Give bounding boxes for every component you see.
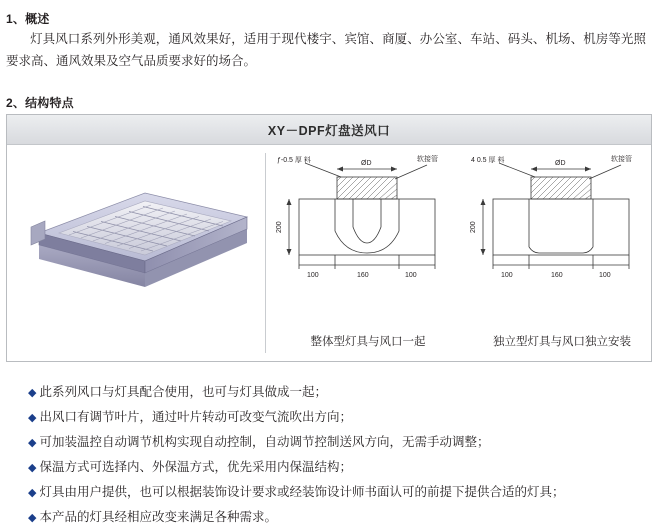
drawing-integrated-width-dim: ØD <box>361 160 372 167</box>
drawing-independent-duct-label: 软接管 <box>611 156 632 163</box>
drawing-integrated-dim-1: 100 <box>307 272 319 279</box>
figure-body <box>7 145 651 361</box>
drawing-integrated-duct-label: 软接管 <box>417 156 438 163</box>
list-item <box>28 380 648 405</box>
list-item <box>28 405 648 430</box>
bullet-icon: ◆ <box>28 487 37 499</box>
drawing-integrated-dim-2: 160 <box>357 272 369 279</box>
bullet-icon: ◆ <box>28 512 37 524</box>
list-item-text: 此系列风口与灯具配合使用，也可与灯具做成一起； <box>39 385 327 399</box>
list-item-text: 保温方式可选择内、外保温方式，优先采用内保温结构； <box>39 460 352 474</box>
product-illustration <box>25 187 253 319</box>
list-item <box>28 430 648 455</box>
list-item <box>28 455 648 480</box>
drawing-integrated-height-dim: 200 <box>276 221 283 233</box>
drawing-integrated-top-label: ƒ-0.5 厚 料 <box>277 157 311 164</box>
feature-list <box>28 380 648 530</box>
drawing-independent-dim-2: 160 <box>551 272 563 279</box>
drawing-independent-dim-1: 100 <box>501 272 513 279</box>
section-2-heading: 2、结构特点 <box>6 96 74 110</box>
figure-title: XY－DPF灯盘送风口 <box>267 123 391 138</box>
list-item-text: 灯具由用户提供，也可以根据装饰设计要求或经装饰设计师书面认可的前提下提供合适的灯具； <box>39 485 565 499</box>
figure-title-bar <box>7 115 651 145</box>
drawing-independent-dim-3: 100 <box>599 272 611 279</box>
drawing-independent <box>469 153 655 353</box>
drawing-integrated-caption: 整体型灯具与风口一起 <box>310 336 426 348</box>
drawing-integrated <box>275 153 461 353</box>
drawing-independent-width-dim: ØD <box>555 160 566 167</box>
section-1-heading: 1、概述 <box>6 12 50 26</box>
bullet-icon: ◆ <box>28 387 37 399</box>
list-item-text: 可加装温控自动调节机构实现自动控制，自动调节控制送风方向，无需手动调整； <box>39 435 490 449</box>
bullet-icon: ◆ <box>28 462 37 474</box>
section-1-paragraph <box>6 28 646 72</box>
drawing-independent-top-label: 4 0.5 厚 料 <box>471 157 505 164</box>
drawing-independent-height-dim: 200 <box>470 221 477 233</box>
section-1-paragraph-text: 灯具风口系列外形美观，通风效果好，适用于现代楼宇、宾馆、商厦、办公室、车站、码头、机场、机房等光照要求高、通风效果及空气品质要求好的场合。 <box>6 32 646 68</box>
drawing-independent-caption: 独立型灯具与风口独立安装 <box>493 336 631 348</box>
drawing-integrated-dim-3: 100 <box>405 272 417 279</box>
figure-divider <box>265 153 266 353</box>
list-item <box>28 480 648 505</box>
list-item-text: 出风口有调节叶片，通过叶片转动可改变气流吹出方向； <box>39 410 352 424</box>
bullet-icon: ◆ <box>28 437 37 449</box>
list-item <box>28 505 648 530</box>
list-item-text: 本产品的灯具经相应改变来满足各种需求。 <box>39 510 277 524</box>
figure-panel <box>6 114 652 362</box>
bullet-icon: ◆ <box>28 412 37 424</box>
